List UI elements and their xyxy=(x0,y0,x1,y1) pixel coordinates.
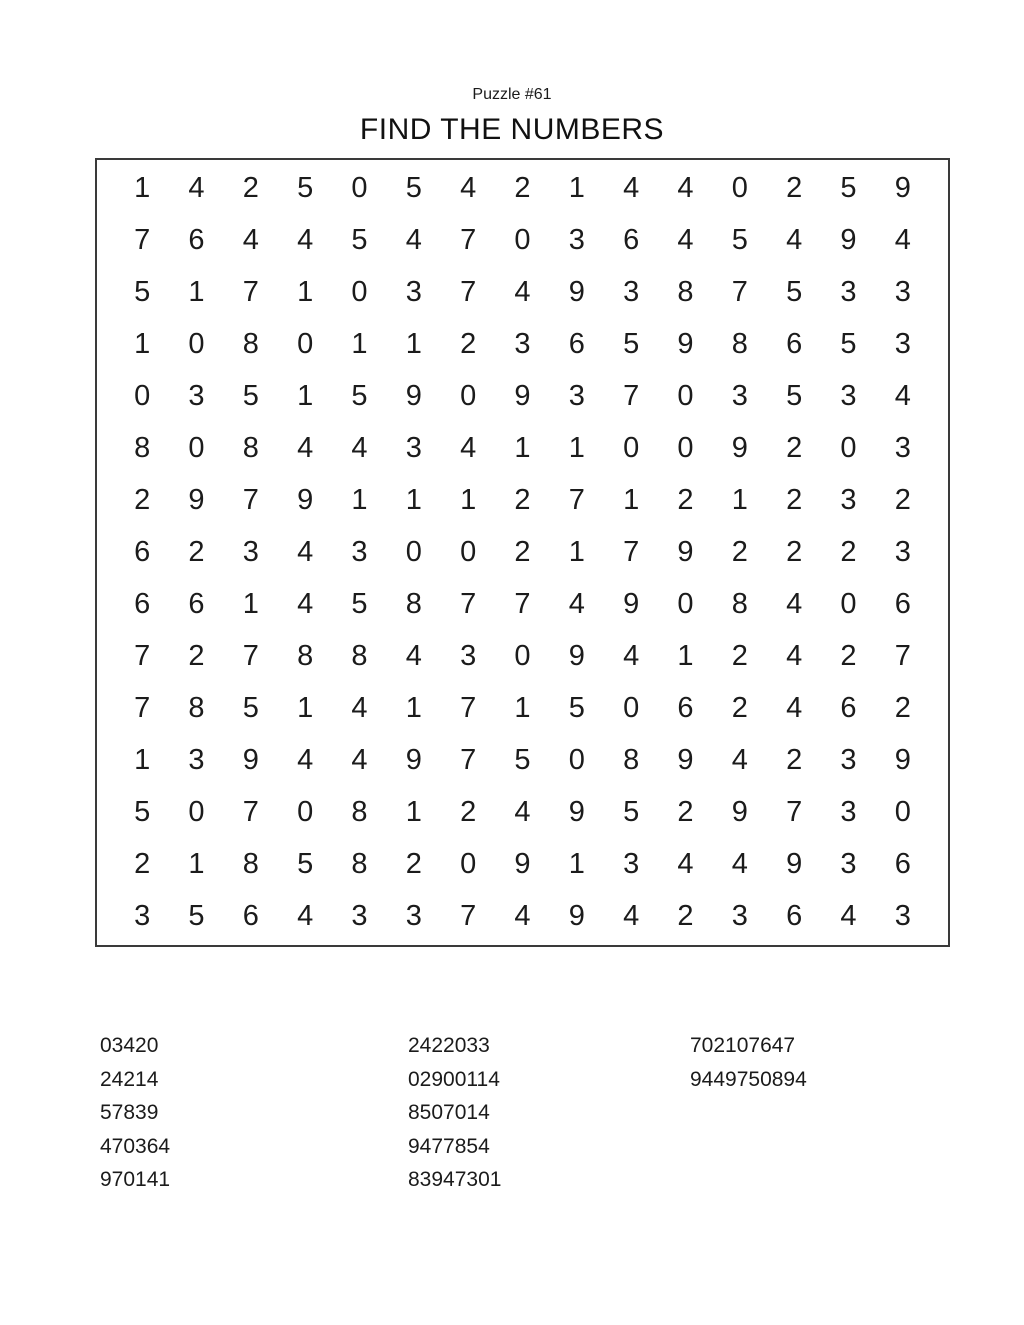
grid-cell: 8 xyxy=(242,848,259,881)
grid-cell: 9 xyxy=(297,483,314,516)
grid-cell: 5 xyxy=(786,275,803,308)
page-title: FIND THE NUMBERS xyxy=(359,113,665,146)
grid-cell: 6 xyxy=(188,223,205,256)
grid-cell: 0 xyxy=(405,535,422,568)
grid-cell: 3 xyxy=(242,535,259,568)
grid-cell: 3 xyxy=(188,744,205,777)
grid-cell: 4 xyxy=(514,796,531,829)
word-list-column xyxy=(408,1029,501,1197)
grid-cell: 0 xyxy=(677,431,694,464)
grid-cell: 9 xyxy=(840,223,857,256)
grid-cell: 0 xyxy=(297,796,314,829)
grid-cell: 5 xyxy=(134,796,151,829)
grid-cell: 5 xyxy=(623,327,640,360)
grid-cell: 0 xyxy=(460,379,477,412)
grid-cell: 2 xyxy=(514,171,531,204)
grid-cell: 0 xyxy=(677,379,694,412)
grid-cell: 0 xyxy=(731,171,748,204)
grid-cell: 8 xyxy=(242,327,259,360)
grid-cell: 8 xyxy=(405,588,422,621)
grid-cell: 4 xyxy=(623,900,640,933)
grid-cell: 2 xyxy=(188,535,205,568)
grid-cell: 6 xyxy=(134,535,151,568)
grid-cell: 5 xyxy=(405,171,422,204)
grid-cell: 4 xyxy=(460,171,477,204)
grid-cell: 3 xyxy=(188,379,205,412)
word-list-item: 702107647 xyxy=(690,1034,796,1057)
grid-cell: 4 xyxy=(514,275,531,308)
grid-cell: 4 xyxy=(297,223,314,256)
grid-cell: 5 xyxy=(297,171,314,204)
grid-cell: 6 xyxy=(894,588,911,621)
grid-cell: 1 xyxy=(514,692,531,725)
grid-cell: 4 xyxy=(731,744,748,777)
grid-cell: 9 xyxy=(786,848,803,881)
word-list-column xyxy=(690,1029,807,1096)
grid-cell: 0 xyxy=(514,223,531,256)
grid-cell: 9 xyxy=(894,171,911,204)
grid-cell: 2 xyxy=(786,535,803,568)
grid-cell: 5 xyxy=(242,692,259,725)
grid-cell: 6 xyxy=(677,692,694,725)
grid-cell: 3 xyxy=(894,900,911,933)
grid-cell: 1 xyxy=(297,275,314,308)
grid-cell: 7 xyxy=(460,223,477,256)
grid-cell: 7 xyxy=(514,588,531,621)
grid-cell: 2 xyxy=(786,483,803,516)
grid-cell: 6 xyxy=(894,848,911,881)
grid-cell: 4 xyxy=(297,900,314,933)
grid-cell: 8 xyxy=(677,275,694,308)
grid-cell: 0 xyxy=(188,431,205,464)
word-list-item: 9449750894 xyxy=(690,1067,807,1091)
grid-cell: 8 xyxy=(351,640,368,673)
grid-cell: 1 xyxy=(188,848,205,881)
grid-cell: 6 xyxy=(188,588,205,621)
grid-cell: 3 xyxy=(731,379,748,412)
word-list-item: 8507014 xyxy=(408,1101,490,1124)
grid-cell: 4 xyxy=(677,223,694,256)
grid-cell: 6 xyxy=(242,900,259,933)
grid-cell: 5 xyxy=(297,848,314,881)
grid-cell: 4 xyxy=(351,431,368,464)
grid-cell: 4 xyxy=(405,640,422,673)
grid-cell: 2 xyxy=(134,483,151,516)
grid-cell: 2 xyxy=(731,535,748,568)
grid-cell: 4 xyxy=(351,692,368,725)
grid-cell: 2 xyxy=(840,640,857,673)
grid-cell: 5 xyxy=(840,327,857,360)
grid-cell: 9 xyxy=(405,379,422,412)
grid-cell: 7 xyxy=(894,640,911,673)
grid-cell: 7 xyxy=(242,275,259,308)
grid-cell: 0 xyxy=(677,588,694,621)
grid-cell: 7 xyxy=(460,744,477,777)
grid-cell: 4 xyxy=(242,223,259,256)
grid-cell: 0 xyxy=(460,848,477,881)
grid-cell: 1 xyxy=(134,171,151,204)
grid-cell: 2 xyxy=(188,640,205,673)
grid-cell: 0 xyxy=(351,171,368,204)
grid-cell: 7 xyxy=(568,483,585,516)
grid-cell: 3 xyxy=(840,796,857,829)
grid-cell: 2 xyxy=(894,483,911,516)
grid-cell: 9 xyxy=(568,900,585,933)
grid-cell: 1 xyxy=(405,796,422,829)
word-list-item: 9477854 xyxy=(408,1134,490,1158)
word-list-column xyxy=(100,1029,170,1197)
grid-cell: 8 xyxy=(623,744,640,777)
grid-cell: 5 xyxy=(786,379,803,412)
grid-cell: 5 xyxy=(351,223,368,256)
puzzle-number-label: Puzzle #61 xyxy=(472,86,552,103)
grid-cell: 3 xyxy=(514,327,531,360)
grid-cell: 6 xyxy=(840,692,857,725)
grid-cell: 7 xyxy=(623,379,640,412)
grid-cell: 1 xyxy=(351,483,368,516)
word-list xyxy=(0,1029,1024,1209)
word-list-item: 83947301 xyxy=(408,1168,502,1191)
grid-cell: 0 xyxy=(568,744,585,777)
grid-cell: 3 xyxy=(405,900,422,933)
word-list-item: 03420 xyxy=(100,1034,159,1057)
grid-cell: 6 xyxy=(134,588,151,621)
grid-cell: 1 xyxy=(568,848,585,881)
grid-cell: 5 xyxy=(134,275,151,308)
grid-cell: 3 xyxy=(351,900,368,933)
grid-cell: 0 xyxy=(188,796,205,829)
grid-cell: 6 xyxy=(786,327,803,360)
word-list-item: 2422033 xyxy=(408,1034,490,1057)
grid-cell: 3 xyxy=(840,848,857,881)
grid-cell: 3 xyxy=(840,744,857,777)
grid-cell: 1 xyxy=(134,327,151,360)
word-list-item: 24214 xyxy=(100,1067,159,1091)
grid-cell: 3 xyxy=(894,431,911,464)
grid-cell: 4 xyxy=(786,223,803,256)
grid-cell: 9 xyxy=(568,640,585,673)
grid-cell: 3 xyxy=(840,483,857,516)
word-list-item: 02900114 xyxy=(408,1067,500,1091)
grid-cell: 9 xyxy=(242,744,259,777)
grid-cell: 4 xyxy=(297,744,314,777)
grid-cell: 0 xyxy=(623,431,640,464)
grid-cell: 2 xyxy=(134,848,151,881)
grid-cell: 2 xyxy=(514,535,531,568)
grid-cell: 2 xyxy=(894,692,911,725)
grid-cell: 4 xyxy=(677,171,694,204)
grid-cell: 5 xyxy=(188,900,205,933)
grid-cell: 4 xyxy=(514,900,531,933)
grid-cell: 7 xyxy=(786,796,803,829)
grid-cell: 8 xyxy=(731,588,748,621)
grid-cell: 7 xyxy=(623,535,640,568)
grid-cell: 3 xyxy=(623,275,640,308)
grid-cell: 1 xyxy=(568,171,585,204)
grid-cell: 2 xyxy=(731,640,748,673)
grid-cell: 4 xyxy=(188,171,205,204)
grid-cell: 2 xyxy=(840,535,857,568)
grid-cell: 5 xyxy=(351,379,368,412)
grid-cell: 3 xyxy=(568,379,585,412)
grid-cell: 3 xyxy=(568,223,585,256)
grid-cell: 1 xyxy=(351,327,368,360)
grid-cell: 9 xyxy=(677,744,694,777)
grid-cell: 1 xyxy=(242,588,259,621)
grid-cell: 3 xyxy=(840,275,857,308)
grid-cell: 2 xyxy=(677,483,694,516)
grid-cell: 3 xyxy=(405,431,422,464)
grid-cell: 4 xyxy=(623,171,640,204)
grid-cell: 1 xyxy=(568,535,585,568)
grid-cell: 2 xyxy=(514,483,531,516)
grid-cell: 8 xyxy=(188,692,205,725)
grid-cell: 2 xyxy=(460,327,477,360)
grid-cell: 8 xyxy=(134,431,151,464)
grid-cell: 9 xyxy=(568,796,585,829)
grid-cell: 4 xyxy=(405,223,422,256)
grid-cell: 3 xyxy=(840,379,857,412)
grid-cell: 3 xyxy=(894,275,911,308)
grid-cell: 8 xyxy=(242,431,259,464)
grid-cell: 7 xyxy=(731,275,748,308)
grid-cell: 6 xyxy=(568,327,585,360)
grid-cell: 4 xyxy=(786,692,803,725)
grid-cell: 7 xyxy=(242,483,259,516)
grid-cell: 8 xyxy=(297,640,314,673)
grid-cell: 2 xyxy=(460,796,477,829)
grid-cell: 7 xyxy=(460,692,477,725)
grid-cell: 2 xyxy=(677,796,694,829)
grid-cell: 3 xyxy=(460,640,477,673)
grid-cell: 3 xyxy=(731,900,748,933)
grid-cell: 7 xyxy=(460,900,477,933)
grid-cell: 4 xyxy=(840,900,857,933)
grid-cell: 1 xyxy=(134,744,151,777)
grid-cell: 4 xyxy=(786,588,803,621)
grid-cell: 4 xyxy=(297,535,314,568)
grid-cell: 6 xyxy=(786,900,803,933)
grid-cell: 7 xyxy=(242,640,259,673)
grid-cell: 9 xyxy=(514,848,531,881)
grid-cell: 4 xyxy=(786,640,803,673)
grid-cell: 2 xyxy=(405,848,422,881)
grid-cell: 7 xyxy=(460,588,477,621)
grid-cell: 2 xyxy=(242,171,259,204)
word-list-item: 970141 xyxy=(100,1168,171,1191)
grid-cell: 4 xyxy=(731,848,748,881)
grid-cell: 1 xyxy=(623,483,640,516)
grid-cell: 3 xyxy=(894,327,911,360)
grid-cell: 0 xyxy=(134,379,151,412)
grid-cell: 8 xyxy=(351,848,368,881)
grid-cell: 1 xyxy=(188,275,205,308)
word-list-item: 57839 xyxy=(100,1101,159,1124)
grid-cell: 4 xyxy=(297,588,314,621)
grid-cell: 4 xyxy=(894,223,911,256)
grid-cell: 9 xyxy=(568,275,585,308)
grid-cell: 5 xyxy=(623,796,640,829)
grid-cell: 2 xyxy=(677,900,694,933)
grid-cell: 9 xyxy=(894,744,911,777)
grid-cell: 3 xyxy=(623,848,640,881)
grid-cell: 9 xyxy=(514,379,531,412)
grid-cell: 2 xyxy=(786,171,803,204)
grid-cell: 0 xyxy=(351,275,368,308)
grid-cell: 1 xyxy=(677,640,694,673)
grid-cell: 5 xyxy=(242,379,259,412)
grid-cell: 7 xyxy=(460,275,477,308)
grid-cell: 0 xyxy=(840,431,857,464)
grid-cell: 5 xyxy=(351,588,368,621)
grid-cell: 5 xyxy=(731,223,748,256)
grid-cell: 2 xyxy=(786,744,803,777)
grid-cell: 3 xyxy=(351,535,368,568)
grid-cell: 6 xyxy=(623,223,640,256)
grid-cell: 3 xyxy=(894,535,911,568)
grid-cell: 4 xyxy=(460,431,477,464)
grid-cell: 7 xyxy=(242,796,259,829)
grid-cell: 1 xyxy=(568,431,585,464)
grid-cell: 9 xyxy=(405,744,422,777)
grid-cell: 1 xyxy=(297,692,314,725)
grid-cell: 4 xyxy=(568,588,585,621)
grid-cell: 2 xyxy=(731,692,748,725)
grid-cell: 1 xyxy=(297,379,314,412)
grid-cell: 5 xyxy=(568,692,585,725)
grid-cell: 1 xyxy=(405,692,422,725)
grid-cell: 7 xyxy=(134,692,151,725)
grid-cell: 4 xyxy=(623,640,640,673)
grid-cell: 4 xyxy=(894,379,911,412)
grid-cell: 9 xyxy=(731,796,748,829)
grid-cell: 1 xyxy=(460,483,477,516)
grid-cell: 4 xyxy=(297,431,314,464)
grid-cell: 1 xyxy=(405,483,422,516)
grid-cell: 0 xyxy=(840,588,857,621)
grid-cell: 0 xyxy=(297,327,314,360)
grid-cell: 0 xyxy=(623,692,640,725)
grid-cell: 0 xyxy=(514,640,531,673)
grid-cell: 7 xyxy=(134,223,151,256)
grid-cell: 1 xyxy=(731,483,748,516)
grid-cell: 5 xyxy=(514,744,531,777)
grid-cell: 2 xyxy=(786,431,803,464)
grid-cell: 4 xyxy=(677,848,694,881)
grid-cell: 0 xyxy=(894,796,911,829)
grid-cell: 3 xyxy=(134,900,151,933)
grid-cell: 1 xyxy=(405,327,422,360)
grid-cell: 9 xyxy=(188,483,205,516)
grid-cell: 3 xyxy=(405,275,422,308)
grid-cell: 4 xyxy=(351,744,368,777)
grid-cell: 9 xyxy=(677,535,694,568)
grid-cell: 9 xyxy=(623,588,640,621)
grid-cell: 7 xyxy=(134,640,151,673)
word-list-item: 470364 xyxy=(100,1134,171,1158)
grid-cell: 9 xyxy=(677,327,694,360)
grid-cell: 0 xyxy=(188,327,205,360)
grid-cell: 1 xyxy=(514,431,531,464)
grid-cell: 9 xyxy=(731,431,748,464)
grid-cell: 5 xyxy=(840,171,857,204)
grid-cell: 8 xyxy=(351,796,368,829)
number-grid xyxy=(95,158,950,947)
grid-cell: 8 xyxy=(731,327,748,360)
grid-cell: 0 xyxy=(460,535,477,568)
